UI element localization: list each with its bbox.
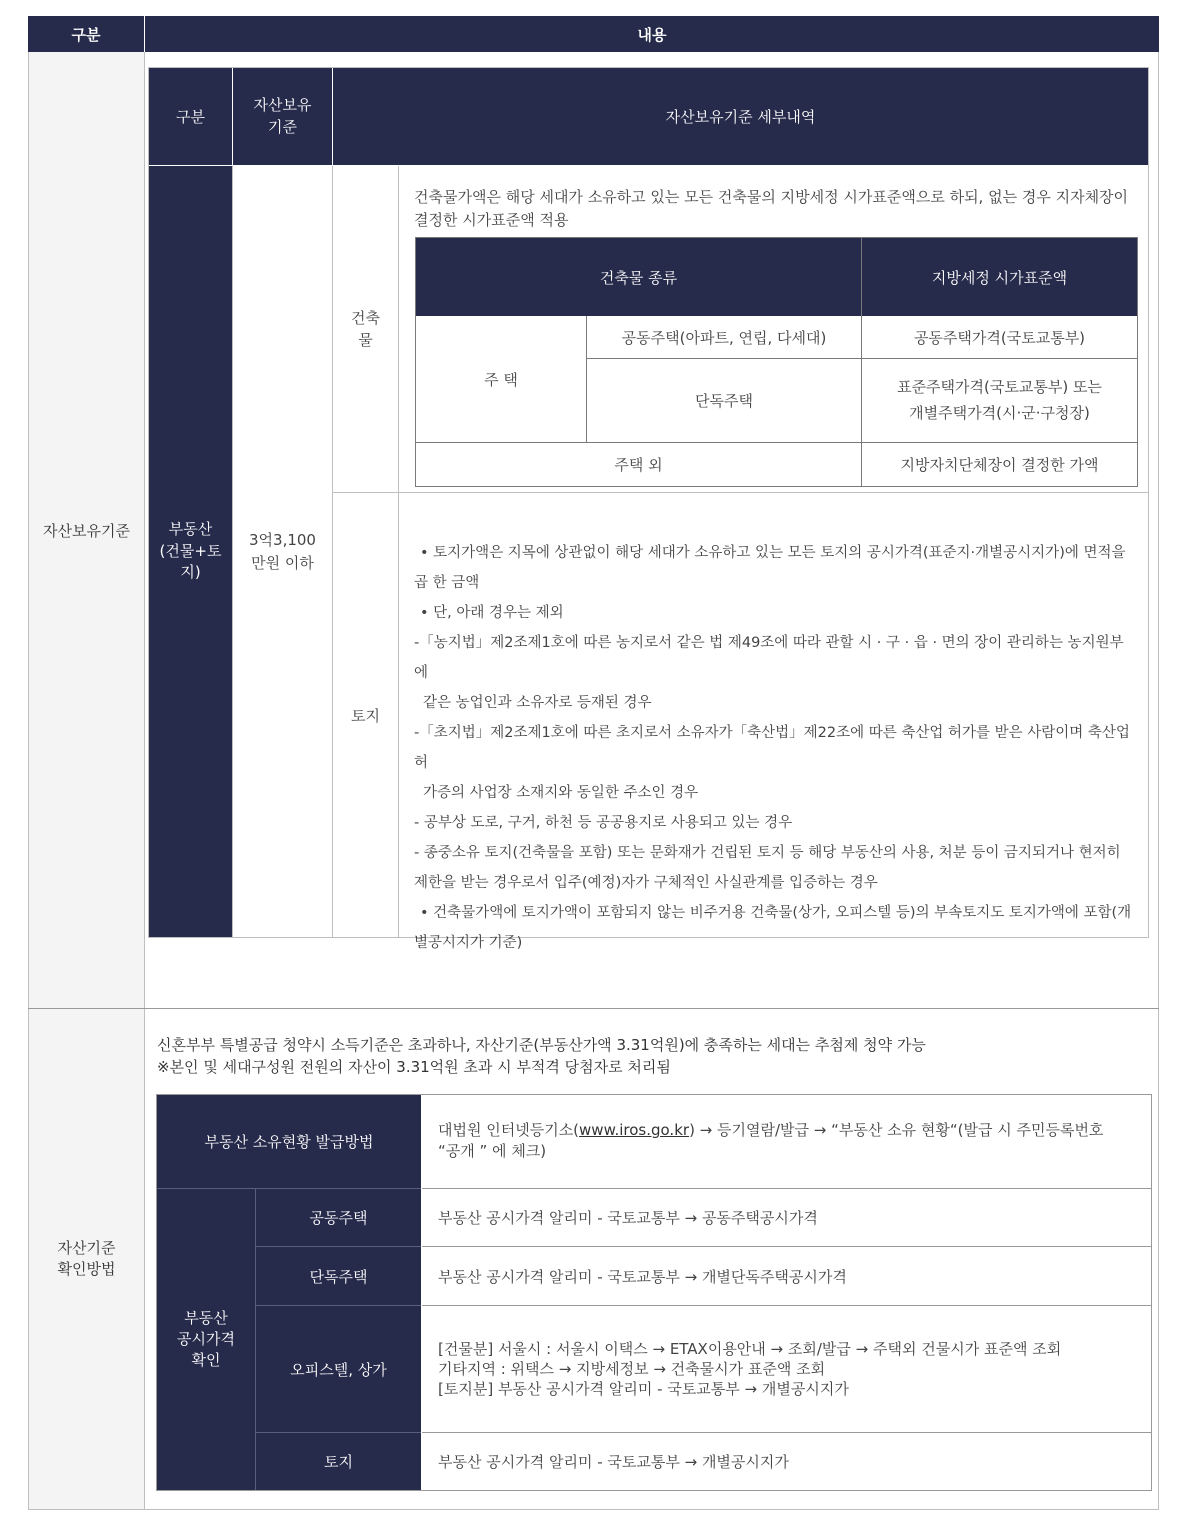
- price-row-text-apartment: 부동산 공시가격 알리미 - 국토교통부 → 공동주택공시가격: [438, 1209, 818, 1227]
- building-value-header: 지방세정 시가표준액: [862, 238, 1137, 316]
- building-label: 건축 물: [351, 308, 380, 349]
- land-line: • 건축물가액에 토지가액이 포함되지 않는 비주거용 건축물(상가, 오피스텔 등)의 부속토지도 토지가액에 포함(개: [420, 905, 1132, 921]
- building-intro-text: 건축물가액은 해당 세대가 소유하고 있는 모든 건축물의 지방세정 시가표준액으로 하되, 없는 경우 지자체장이 결정한 시가표준액 적용: [414, 188, 1129, 229]
- land-line: 별공시지가 기준): [414, 935, 523, 951]
- iros-link[interactable]: www.iros.go.kr: [579, 1121, 690, 1139]
- housing-label: 주 택: [484, 370, 518, 389]
- asset-header-category: 구분: [149, 68, 232, 165]
- price-row-label-land: 토지: [256, 1433, 421, 1490]
- building-value-detached: 표준주택가격(국토교통부) 또는 개별주택가격(시·군·구청장): [897, 378, 1102, 422]
- building-type-header: 건축물 종류: [416, 238, 861, 316]
- building-type-apartment: 공동주택(아파트, 연립, 다세대): [621, 328, 827, 347]
- land-line: - 종중소유 토지(건축물을 포함) 또는 문화재가 건립된 토지 등 해당 부동산의 사용, 처분 등이 금지되거나 현저히: [414, 845, 1121, 861]
- land-line: 제한을 받는 경우로서 입주(예정)자가 구체적인 사실관계를 입증하는 경우: [414, 875, 878, 891]
- divider: [256, 1305, 421, 1306]
- building-type-non-housing: 주택 외: [614, 456, 663, 474]
- building-value-non-housing: 지방자치단체장이 결정한 가액: [900, 456, 1099, 474]
- asset-header-criteria: 자산보유 기준: [233, 68, 332, 165]
- land-line: 가증의 사업장 소재지와 동일한 주소인 경우: [423, 785, 699, 801]
- divider: [256, 1246, 421, 1247]
- divider: [398, 166, 399, 937]
- verification-note-2: ※본인 및 세대구성원 전원의 자산이 3.31억원 초과 시 부적격 당첨자로 처리됨: [157, 1058, 671, 1076]
- asset-category-real-estate: 부동산 (건물+토 지): [149, 166, 232, 937]
- row-label-verification-method: 자산기준 확인방법: [28, 1009, 144, 1510]
- land-label: 토지: [351, 706, 380, 725]
- price-row-label-officetel: 오피스텔, 상가: [256, 1306, 421, 1432]
- asset-header-detail: 자산보유기준 세부내역: [333, 68, 1148, 165]
- land-detail-text: [400, 538, 1148, 958]
- verification-note-1: 신혼부부 특별공급 청약시 소득기준은 초과하나, 자산기준(부동산가액 3.31억원)에 충족하는 세대는 추첨제 청약 가능: [157, 1036, 926, 1054]
- divider: [256, 1432, 421, 1433]
- issue-method-text: 대법원 인터넷등기소(www.iros.go.kr) → 등기열람/발급 → “부동산 소유 현황“(발급 시 주민등록번호 “공개 ” 에 체크): [438, 1121, 1104, 1160]
- land-line: • 단, 아래 경우는 제외: [420, 605, 564, 621]
- price-row-text-detached: 부동산 공시가격 알리미 - 국토교통부 → 개별단독주택공시가격: [438, 1267, 847, 1286]
- outer-header-category: 구분: [28, 16, 144, 52]
- outer-row-divider: [28, 1008, 1159, 1009]
- land-line: • 토지가액은 지목에 상관없이 해당 세대가 소유하고 있는 모든 토지의 공시가격(표준지·개별공시지가)에 면적을: [420, 545, 1126, 561]
- divider: [232, 166, 233, 937]
- price-row-text-officetel: [건물분] 서울시 : 서울시 이택스 → ETAX이용안내 → 조회/발급 → 주택외 건물시가 표준액 조회 기타지역 : 위택스 → 지방세정보 → 건축물시가 표준액 조회 [토지분] 부동산 공시가격 알리미 - 국토교통부 → 개별공시지가: [438, 1340, 1062, 1398]
- asset-criteria-value: 3억3,100 만원 이하: [249, 531, 316, 572]
- issue-method-label: 부동산 소유현황 발급방법: [157, 1095, 421, 1188]
- building-type-detached: 단독주택: [695, 392, 753, 410]
- land-line: -「농지법」제2조제1호에 따른 농지로서 같은 법 제49조에 따라 관할 시 · 구 · 읍 · 면의 장이 관리하는 농지원부에: [414, 635, 1124, 681]
- land-line: - 공부상 도로, 구거, 하천 등 공공용지로 사용되고 있는 경우: [414, 815, 793, 831]
- row-label-asset-criteria: 자산보유기준: [28, 52, 144, 1008]
- price-check-group-label: 부동산 공시가격 확인: [157, 1189, 255, 1490]
- price-row-label-detached: 단독주택: [256, 1247, 421, 1305]
- land-line: 곱 한 금액: [414, 575, 480, 591]
- divider: [332, 492, 1148, 493]
- outer-header-content: 내용: [145, 16, 1159, 52]
- divider: [157, 1188, 421, 1189]
- divider: [255, 1189, 256, 1490]
- land-line: -「초지법」제2조제1호에 따른 초지로서 소유자가「축산법」제22조에 따른 축산업 허가를 받은 사람이며 축산업 허: [414, 725, 1130, 771]
- price-row-label-apartment: 공동주택: [256, 1189, 421, 1246]
- building-value-apartment: 공동주택가격(국토교통부): [913, 328, 1086, 347]
- price-row-text-land: 부동산 공시가격 알리미 - 국토교통부 → 개별공시지가: [438, 1453, 789, 1471]
- land-line: 같은 농업인과 소유자로 등재된 경우: [423, 695, 652, 711]
